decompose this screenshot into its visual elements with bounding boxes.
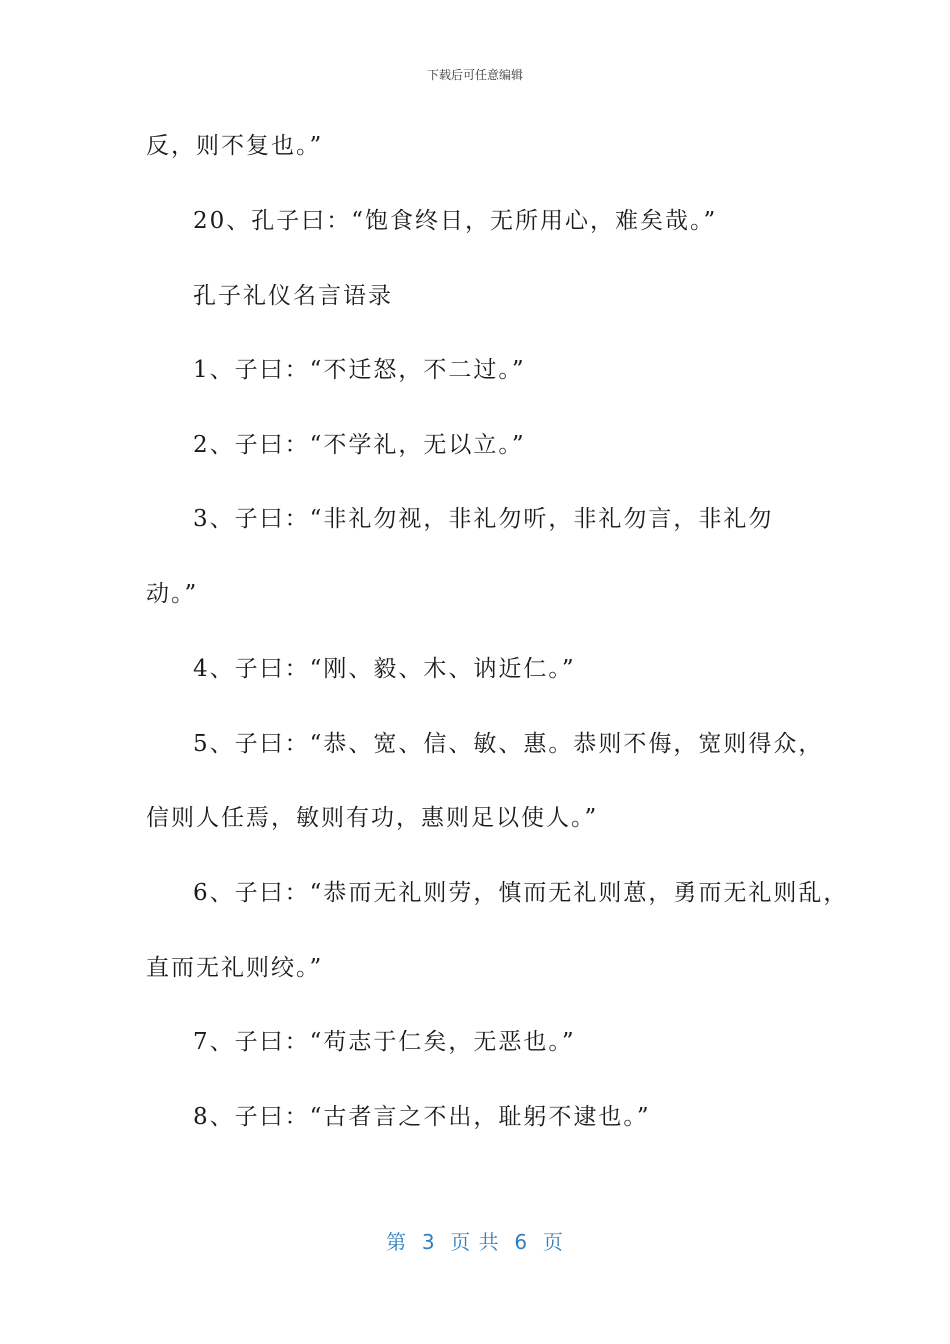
text-line: 2、子曰：“不学礼，无以立。”: [193, 432, 526, 458]
text-line: 5、子曰：“恭、宽、信、敏、惠。恭则不侮，宽则得众，: [193, 731, 824, 757]
text-line: 8、子曰：“古者言之不出，耻躬不逮也。”: [193, 1104, 651, 1130]
text-line: 6、子曰：“恭而无礼则劳，慎而无礼则葸，勇而无礼则乱，: [193, 880, 849, 906]
text-line: 反，则不复也。”: [146, 133, 324, 159]
text-line: 直而无礼则绞。”: [146, 955, 324, 981]
text-line: 信则人任焉，敏则有功，惠则足以使人。”: [146, 805, 599, 831]
text-line: 7、子曰：“苟志于仁矣，无恶也。”: [193, 1029, 576, 1055]
page-number-footer: 第 3 页 共 6 页: [386, 1230, 564, 1254]
text-line: 1、子曰：“不迁怒，不二过。”: [193, 357, 526, 383]
text-line: 20、孔子曰：“饱食终日，无所用心，难矣哉。”: [193, 208, 718, 234]
section-heading: 孔子礼仪名言语录: [193, 283, 393, 309]
header-note: 下载后可任意编辑: [426, 68, 523, 82]
text-line: 4、子曰：“刚、毅、木、讷近仁。”: [193, 656, 576, 682]
text-line: 动。”: [146, 581, 199, 607]
text-line: 3、子曰：“非礼勿视，非礼勿听，非礼勿言，非礼勿: [193, 506, 774, 532]
